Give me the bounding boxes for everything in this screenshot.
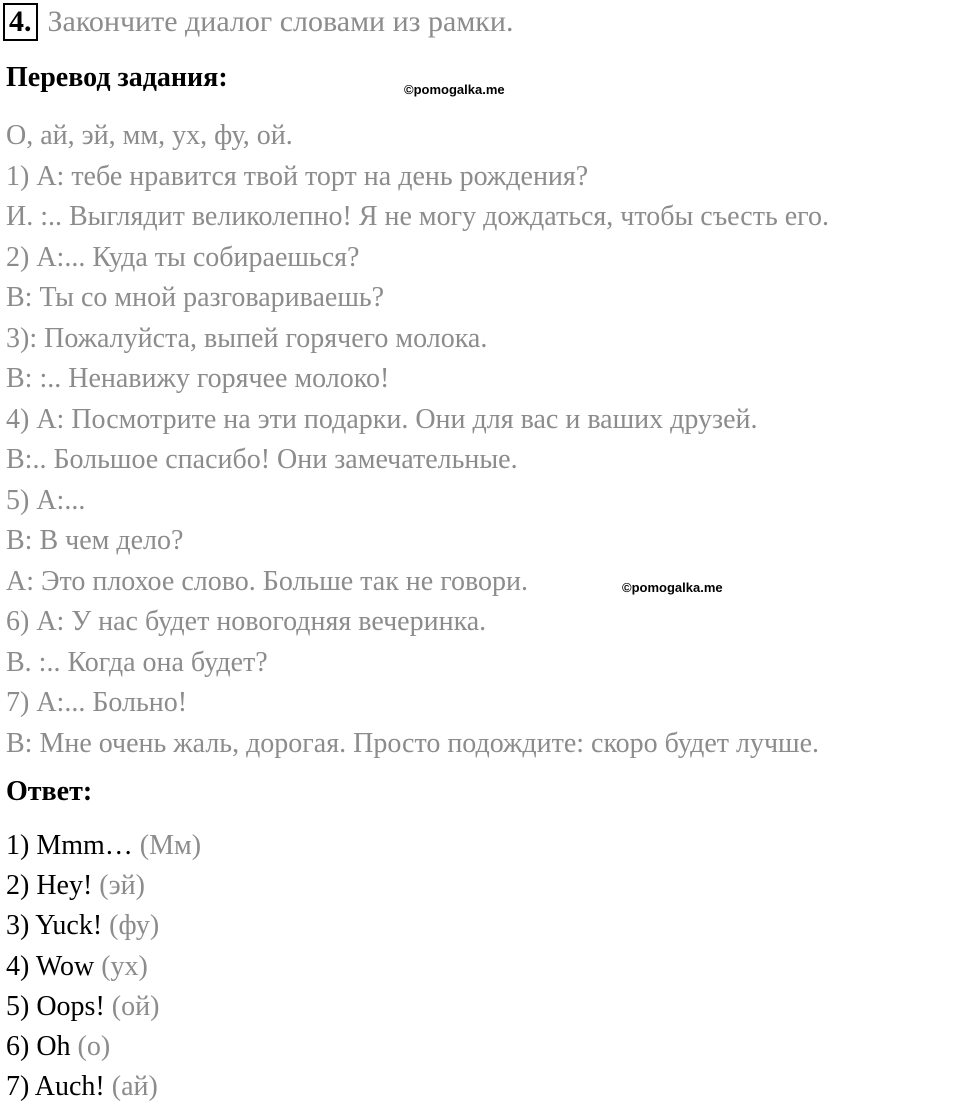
- dialogue-line: В: :.. Ненавижу горячее молоко!: [6, 363, 390, 394]
- dialogue-line: В: В чем дело?: [6, 525, 184, 556]
- answer-item: [6, 1027, 201, 1067]
- answer-russian: (ай): [111, 1071, 158, 1103]
- answer-english: 6) Oh: [6, 1030, 71, 1062]
- dialogue-line: В. :.. Когда она будет?: [6, 646, 268, 678]
- dialogue-line: 6) А: У нас будет новогодняя вечеринка.: [6, 606, 487, 637]
- dialogue-line: 5) А:...: [6, 484, 86, 516]
- answer-russian: (о): [77, 1030, 111, 1062]
- dialogue-line: И. :.. Выглядит великолепно! Я не могу дождаться, чтобы съесть его.: [6, 201, 829, 232]
- answer-item: [6, 906, 201, 946]
- answer-heading: Ответ:: [6, 776, 93, 807]
- answer-english: 1) Mmm…: [6, 830, 133, 861]
- dialogue-list: [6, 116, 829, 764]
- answer-english: 7) Auch!: [6, 1071, 105, 1103]
- dialogue-line: В: Мне очень жаль, дорогая. Просто подождите: скоро будет лучше.: [6, 727, 820, 759]
- answer-russian: (фу): [109, 910, 160, 942]
- answer-item: [6, 866, 201, 906]
- answer-item: [6, 1067, 201, 1107]
- answer-russian: (эй): [99, 870, 145, 902]
- answer-russian: (Мм): [139, 830, 202, 861]
- answer-russian: (ой): [111, 990, 160, 1022]
- watermark: ©pomogalka.me: [404, 82, 505, 97]
- answer-item: [6, 947, 201, 987]
- answer-list: [6, 826, 201, 1107]
- translation-heading: Перевод задания:: [6, 62, 228, 93]
- dialogue-line: В:.. Большое спасибо! Они замечательные.: [6, 444, 518, 475]
- answer-item: [6, 826, 201, 866]
- watermark: ©pomogalka.me: [622, 580, 723, 595]
- answer-item: [6, 987, 201, 1027]
- dialogue-line: 3): Пожалуйста, выпей горячего молока.: [6, 322, 488, 354]
- task-number: 4.: [3, 3, 38, 41]
- dialogue-line: О, ай, эй, мм, ух, фу, ой.: [6, 120, 293, 151]
- task-instruction: Закончите диалог словами из рамки.: [47, 5, 514, 38]
- dialogue-line: 1) А: тебе нравится твой торт на день рождения?: [6, 160, 589, 192]
- answer-english: 2) Hey!: [6, 870, 93, 902]
- answer-russian: (ух): [101, 950, 148, 982]
- answer-english: 4) Wow: [6, 950, 95, 982]
- dialogue-line: 2) А:... Куда ты собираешься?: [6, 241, 360, 273]
- dialogue-line: 4) А: Посмотрите на эти подарки. Они для вас и ваших друзей.: [6, 403, 758, 435]
- dialogue-line: В: Ты со мной разговариваешь?: [6, 282, 385, 313]
- answer-english: 5) Oops!: [6, 990, 105, 1022]
- task-header: [3, 2, 513, 42]
- dialogue-line: 7) А:... Больно!: [6, 687, 188, 718]
- answer-english: 3) Yuck!: [6, 910, 103, 942]
- dialogue-line: А: Это плохое слово. Больше так не говори.: [6, 565, 529, 597]
